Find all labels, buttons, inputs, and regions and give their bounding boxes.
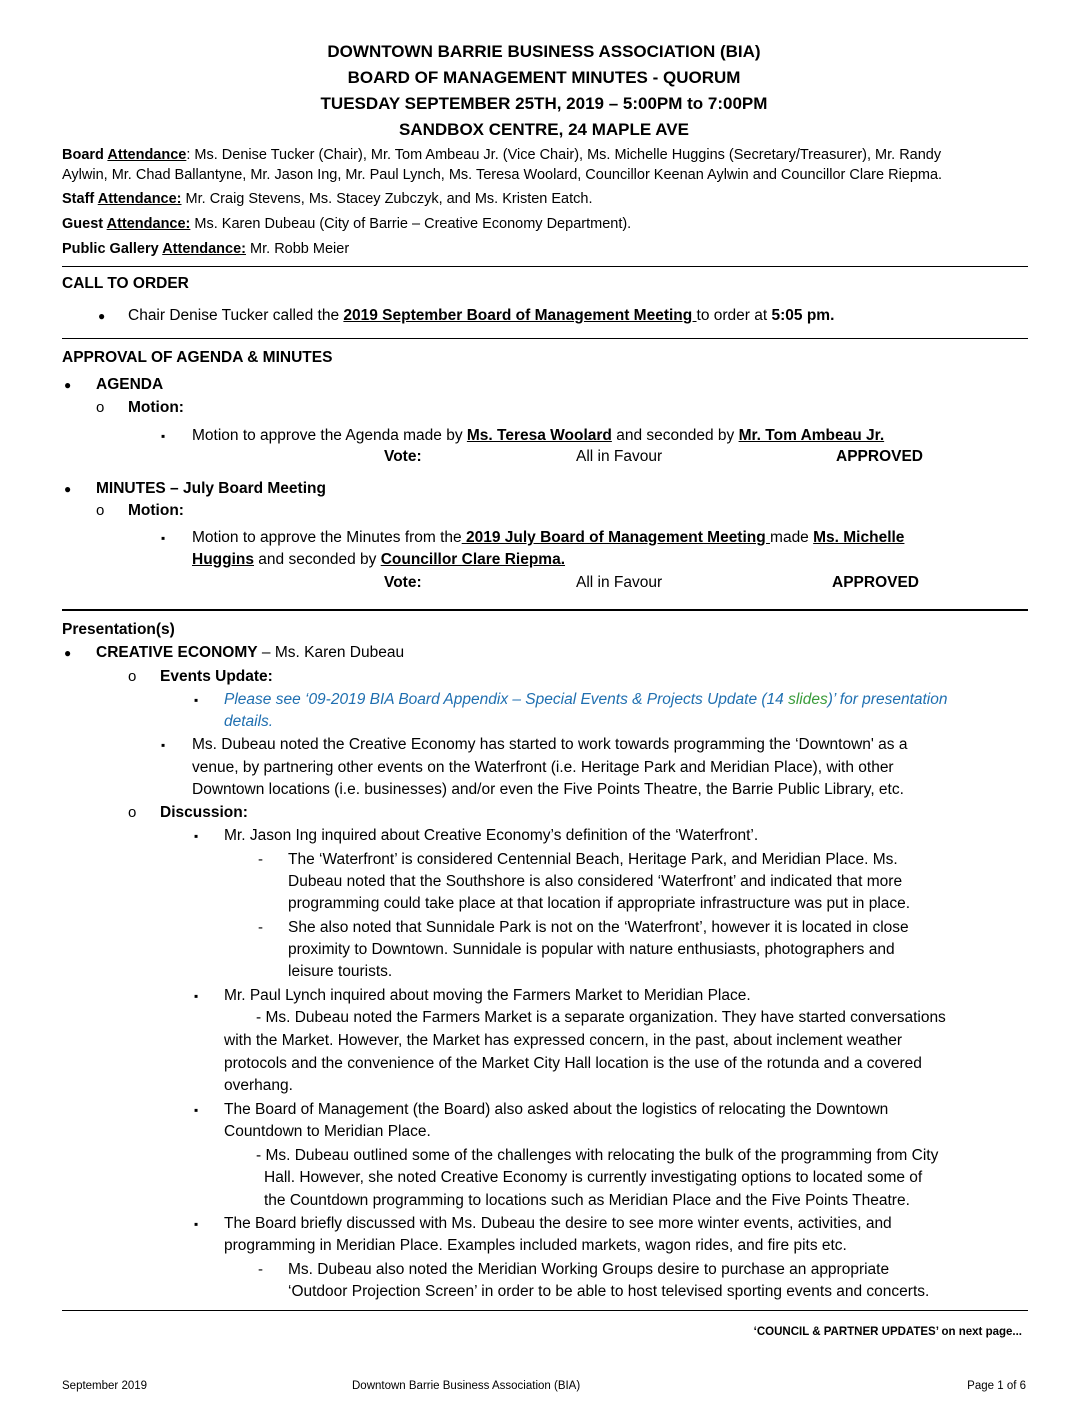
- agenda-label: AGENDA: [96, 376, 164, 393]
- footer-date: September 2019: [62, 1380, 148, 1392]
- discussion-item: Mr. Jason Ing inquired about Creative Economy’s definition of the ‘Waterfront’.: [224, 827, 759, 844]
- discussion-subitem: proximity to Downtown. Sunnidale is popular with nature enthusiasts, photographers and: [288, 941, 895, 958]
- discussion-item: Mr. Paul Lynch inquired about moving the Farmers Market to Meridian Place.: [224, 987, 751, 1004]
- creative-economy-note: venue, by partnering other events on the Waterfront (i.e. Heritage Park and Meridian Place), with other: [192, 759, 894, 776]
- bullet-circle-icon: o: [96, 399, 105, 416]
- bullet-square-icon: ▪: [194, 989, 199, 1003]
- call-to-order-heading: CALL TO ORDER: [62, 275, 189, 292]
- agenda-motion-text: Motion to approve the Agenda made by Ms. Teresa Woolard and seconded by Mr. Tom Ambeau Jr.: [192, 427, 885, 444]
- bullet-square-icon: ▪: [194, 1103, 199, 1117]
- minutes-motion-label: Motion:: [128, 502, 184, 519]
- dash-bullet: -: [258, 851, 263, 868]
- bullet-circle-icon: o: [128, 668, 137, 685]
- board-attendance-cont: Aylwin, Mr. Chad Ballantyne, Mr. Jason Ing, Mr. Paul Lynch, Ms. Teresa Woolard, Councillor Keenan Aylwin and Councillor Clare Riepma.: [62, 167, 943, 183]
- discussion-subitem: the Countdown programming to locations such as Meridian Place and the Five Points Theatre.: [264, 1192, 910, 1209]
- discussion-subitem: She also noted that Sunnidale Park is not on the ‘Waterfront’, however it is located in close: [288, 919, 909, 936]
- creative-economy-note: Ms. Dubeau noted the Creative Economy has started to work towards programming the ‘Downtown' as a: [192, 736, 908, 753]
- call-to-order-text: Chair Denise Tucker called the 2019 September Board of Management Meeting to order at 5:05 pm.: [128, 307, 835, 324]
- discussion-subitem: The ‘Waterfront’ is considered Centennial Beach, Heritage Park, and Meridian Place. Ms.: [288, 851, 898, 868]
- board-attendance: Board Attendance: Ms. Denise Tucker (Chair), Mr. Tom Ambeau Jr. (Vice Chair), Ms. Michelle Huggins (Secretary/Treasurer), Mr. Randy: [62, 147, 942, 163]
- doc-title-minutes: BOARD OF MANAGEMENT MINUTES - QUORUM: [347, 68, 741, 87]
- minutes-motion-text-cont: Huggins and seconded by Councillor Clare Riepma.: [192, 551, 566, 568]
- discussion-subitem: programming could take place at that location if appropriate infrastructure was put in place.: [288, 895, 911, 912]
- continuation-note: ‘COUNCIL & PARTNER UPDATES’ on next page...: [753, 1326, 1022, 1338]
- discussion-subitem: with the Market. However, the Market has expressed concern, in the past, about inclement weather: [224, 1032, 903, 1049]
- public-gallery-attendance: Public Gallery Attendance: Mr. Robb Meier: [62, 241, 350, 257]
- dash-bullet: -: [258, 919, 263, 936]
- bullet-dot-icon: ●: [64, 646, 72, 660]
- bullet-square-icon: ▪: [194, 829, 199, 843]
- agenda-vote-result: All in Favour: [576, 448, 663, 465]
- discussion-subitem: Dubeau noted that the Southshore is also considered ‘Waterfront’ and indicated that more: [288, 873, 903, 890]
- doc-title-location: SANDBOX CENTRE, 24 MAPLE AVE: [399, 120, 689, 139]
- section-divider: [62, 338, 1028, 339]
- discussion-subitem: - Ms. Dubeau outlined some of the challenges with relocating the bulk of the programming from City: [256, 1147, 939, 1164]
- doc-title-organization: DOWNTOWN BARRIE BUSINESS ASSOCIATION (BIA): [327, 42, 761, 61]
- appendix-reference: Please see ‘09-2019 BIA Board Appendix – Special Events & Projects Update (14 slides)’ for presentation: [224, 691, 948, 708]
- discussion-item-cont: programming in Meridian Place. Examples included markets, wagon rides, and fire pits etc.: [224, 1237, 847, 1254]
- agenda-vote-status: APPROVED: [836, 448, 923, 465]
- discussion-subitem: leisure tourists.: [288, 963, 393, 980]
- bullet-dot-icon: ●: [64, 482, 72, 496]
- appendix-reference-cont: details.: [224, 713, 274, 730]
- doc-title-date: TUESDAY SEPTEMBER 25TH, 2019 – 5:00PM to 7:00PM: [320, 94, 768, 113]
- discussion-item: The Board of Management (the Board) also asked about the logistics of relocating the Downtown: [224, 1101, 889, 1118]
- discussion-item: The Board briefly discussed with Ms. Dubeau the desire to see more winter events, activities, and: [224, 1215, 892, 1232]
- bullet-square-icon: ▪: [194, 1217, 199, 1231]
- dash-bullet: -: [258, 1261, 263, 1278]
- agenda-vote-label: Vote:: [384, 448, 422, 465]
- footer-organization: Downtown Barrie Business Association (BIA): [352, 1380, 581, 1392]
- discussion-subitem: - Ms. Dubeau noted the Farmers Market is a separate organization. They have started conversations: [256, 1009, 946, 1026]
- section-divider: [62, 266, 1028, 267]
- minutes-motion-text: Motion to approve the Minutes from the 2019 July Board of Management Meeting made Ms. Michelle: [192, 529, 905, 546]
- discussion-subitem: overhang.: [224, 1077, 293, 1094]
- minutes-vote-label: Vote:: [384, 574, 422, 591]
- minutes-vote-result: All in Favour: [576, 574, 663, 591]
- section-divider: [62, 1310, 1028, 1311]
- bullet-square-icon: ▪: [161, 531, 166, 545]
- bullet-square-icon: ▪: [161, 429, 166, 443]
- bullet-square-icon: ▪: [161, 738, 166, 752]
- discussion-item-cont: Countdown to Meridian Place.: [224, 1123, 431, 1140]
- section-divider: [62, 609, 1028, 611]
- agenda-motion-label: Motion:: [128, 399, 184, 416]
- discussion-subitem: ‘Outdoor Projection Screen’ in order to be able to host televised sporting events and concerts.: [288, 1283, 930, 1300]
- footer-page-number: Page 1 of 6: [967, 1380, 1026, 1392]
- creative-economy-note: Downtown locations (i.e. businesses) and/or even the Five Points Theatre, the Barrie Public Library, etc.: [192, 781, 904, 798]
- events-update-label: Events Update:: [160, 668, 273, 685]
- discussion-label: Discussion:: [160, 804, 248, 821]
- discussion-subitem: Ms. Dubeau also noted the Meridian Working Groups desire to purchase an appropriate: [288, 1261, 890, 1278]
- creative-economy-item: CREATIVE ECONOMY – Ms. Karen Dubeau: [96, 644, 405, 661]
- staff-attendance: Staff Attendance: Mr. Craig Stevens, Ms. Stacey Zubczyk, and Ms. Kristen Eatch.: [62, 191, 593, 207]
- presentations-heading: Presentation(s): [62, 621, 175, 638]
- discussion-subitem: Hall. However, she noted Creative Economy is currently investigating options to located some of: [264, 1169, 923, 1186]
- bullet-circle-icon: o: [96, 502, 105, 519]
- minutes-label: MINUTES – July Board Meeting: [96, 480, 326, 497]
- discussion-subitem: protocols and the convenience of the Market City Hall location is the use of the rotunda and a covered: [224, 1055, 922, 1072]
- guest-attendance: Guest Attendance: Ms. Karen Dubeau (City of Barrie – Creative Economy Department).: [62, 216, 632, 232]
- approval-heading: APPROVAL OF AGENDA & MINUTES: [62, 349, 333, 366]
- bullet-dot-icon: ●: [64, 378, 72, 392]
- minutes-vote-status: APPROVED: [832, 574, 919, 591]
- bullet-square-icon: ▪: [194, 693, 199, 707]
- bullet-circle-icon: o: [128, 804, 137, 821]
- bullet-dot-icon: ●: [98, 309, 106, 323]
